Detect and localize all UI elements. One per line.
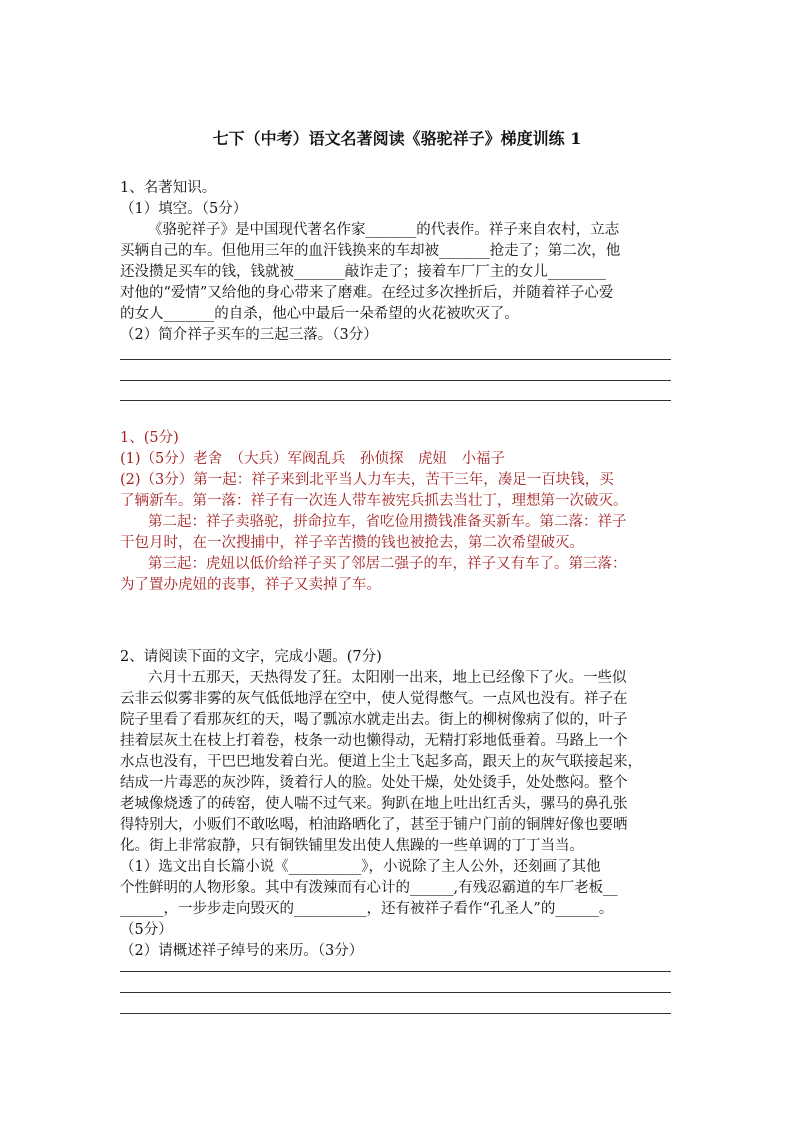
- answer1-part2-line: 了辆新车。第一落：祥子有一次连人带车被宪兵抓去当壮丁，理想第一次破灭。: [120, 493, 628, 509]
- answer-line: [120, 992, 671, 993]
- q1-fill-line: 对他的“爱情”又给他的身心带来了磨难。在经过多次挫折后，并随着祥子心爱: [120, 285, 614, 301]
- q2-sub1-line: ______，一步步走向毁灭的__________，还有被祥子看作“孔圣人”的______。: [120, 901, 614, 917]
- answer1-part2-line: (2)（3分）第一起：祥子来到北平当人力车夫，苦干三年，凑足一百块钱，买: [120, 472, 614, 488]
- q2-passage-line: 得特别大，小贩们不敢吆喝，柏油路晒化了，甚至于铺户门前的铜牌好像也要晒: [120, 817, 628, 833]
- q1-fill-line: 买辆自己的车。但他用三年的血汗钱换来的车却被_______抢走了；第二次，他: [120, 243, 621, 259]
- q2-passage-line: 六月十五那天，天热得发了狂。太阳刚一出来，地上已经像下了火。一些似: [148, 670, 627, 686]
- page-title: 七下（中考）语文名著阅读《骆驼祥子》梯度训练 1: [212, 129, 582, 148]
- q2-sub1-line: （5分）: [120, 922, 173, 938]
- q1-sub2-label: （2）简介祥子买车的三起三落。（3分）: [120, 327, 378, 343]
- q2-sub1-line: 个性鲜明的人物形象。其中有泼辣而有心计的______,有残忍霸道的车厂老板__: [120, 880, 618, 896]
- q1-sub1-label: （1）填空。（5分）: [120, 201, 248, 217]
- answer-line: [120, 400, 671, 401]
- q1-fill-line: 还没攒足买车的钱，钱就被_______敲诈走了；接着车厂厂主的女儿________: [120, 264, 606, 280]
- answer-line: [120, 359, 671, 360]
- answer1-part2-line: 为了置办虎妞的丧事，祥子又卖掉了车。: [120, 577, 381, 593]
- answer-line: [120, 380, 671, 381]
- q2-passage-line: 化。街上非常寂静，只有铜铁铺里发出使人焦躁的一些单调的丁丁当当。: [120, 838, 584, 854]
- q1-fill-line: 的女人_______的自杀，他心中最后一朵希望的火花被吹灭了。: [120, 306, 519, 322]
- answer1-part1: (1)（5分）老舍 （大兵）军阀乱兵 孙侦探 虎妞 小福子: [120, 451, 506, 467]
- q2-passage-line: 云非云似雾非雾的灰气低低地浮在空中，使人觉得憋气。一点风也没有。祥子在: [120, 691, 628, 707]
- answer1-part2-line: 干包月时，在一次搜捕中，祥子辛苦攒的钱也被抢去，第二次希望破灭。: [120, 535, 584, 551]
- q1-heading: 1、名著知识。: [120, 180, 217, 196]
- q2-passage-line: 结成一片毒恶的灰沙阵，烫着行人的脸。处处干燥，处处烫手，处处憋闷。整个: [120, 775, 628, 791]
- answer1-heading: 1、(5分): [120, 430, 179, 446]
- answer-line: [120, 971, 671, 972]
- answer1-part2-line: 第二起：祥子卖骆驼，拼命拉车，省吃俭用攒钱准备买新车。第二落：祥子: [148, 514, 627, 530]
- q2-heading: 2、请阅读下面的文字，完成小题。(7分): [120, 649, 382, 665]
- answer1-part2-line: 第三起：虎妞以低价给祥子买了邻居二强子的车，祥子又有车了。第三落：: [148, 556, 627, 572]
- q1-fill-line: 《骆驼祥子》是中国现代著名作家_______的代表作。祥子来自农村，立志: [148, 222, 620, 238]
- q2-passage-line: 院子里看了看那灰红的天，喝了瓢凉水就走出去。街上的柳树像病了似的，叶子: [120, 712, 628, 728]
- q2-sub1-line: （1）选文出自长篇小说《__________》，小说除了主人公外，还刻画了其他: [120, 859, 601, 875]
- answer-line: [120, 1013, 671, 1014]
- q2-sub2-label: （2）请概述祥子绰号的来历。（3分）: [120, 943, 364, 959]
- q2-passage-line: 水点也没有，干巴巴地发着白光。便道上尘土飞起多高，跟天上的灰气联接起来，: [120, 754, 642, 770]
- q2-passage-line: 挂着层灰土在枝上打着卷，枝条一动也懒得动，无精打彩地低垂着。马路上一个: [120, 733, 628, 749]
- q2-passage-line: 老城像烧透了的砖窑，使人喘不过气来。狗趴在地上吐出红舌头，骡马的鼻孔张: [120, 796, 628, 812]
